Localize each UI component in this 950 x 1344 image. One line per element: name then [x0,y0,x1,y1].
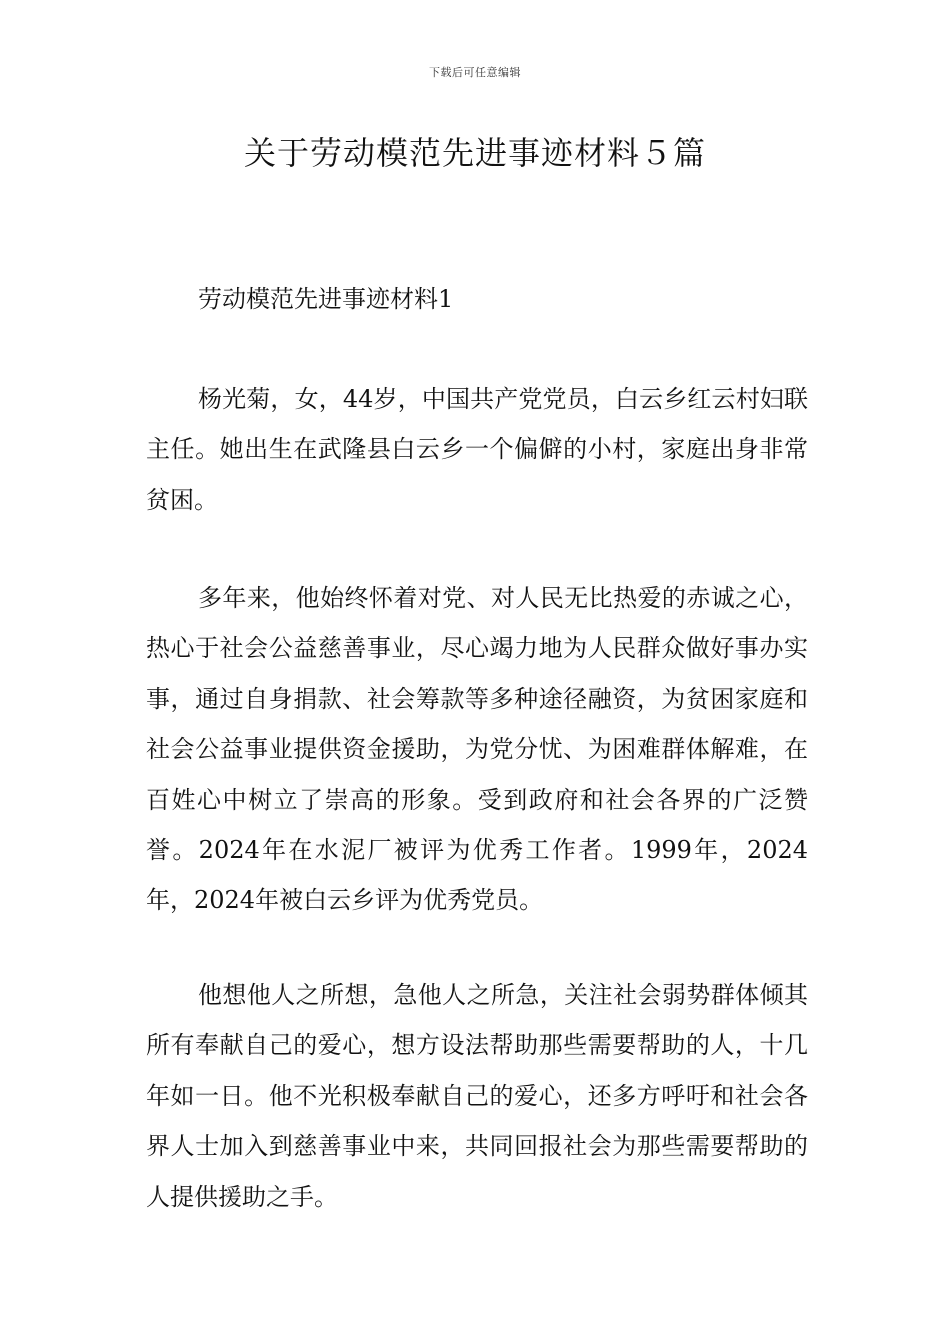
document-title: 关于劳动模范先进事迹材料５篇 [243,134,706,172]
paragraph: 他想他人之所想，急他人之所急，关注社会弱势群体倾其所有奉献自己的爱心，想方设法帮助那些需要帮助的人，十几年如一日。他不光积极奉献自己的爱心，还多方呼吁和社会各界人士加入到慈善事业中来，共同回报社会为那些需要帮助的人提供援助之手。 [146,981,808,1211]
header-note: 下载后可任意编辑 [429,66,521,79]
paragraph: 杨光菊，女，44岁，中国共产党党员，白云乡红云村妇联主任。她出生在武隆县白云乡一个偏僻的小村，家庭出身非常贫困。 [146,385,808,514]
section-heading: 劳动模范先进事迹材料1 [198,285,454,313]
paragraph: 多年来，他始终怀着对党、对人民无比热爱的赤诚之心，热心于社会公益慈善事业，尽心竭力地为人民群众做好事办实事，通过自身捐款、社会筹款等多种途径融资，为贫困家庭和社会公益事业提供资金援助，为党分忧、为困难群体解难，在百姓心中树立了崇高的形象。受到政府和社会各界的广泛赞誉。2024年在水泥厂被评为优秀工作者。1999年，2024年，2024年被白云乡评为优秀党员。 [146,584,808,915]
